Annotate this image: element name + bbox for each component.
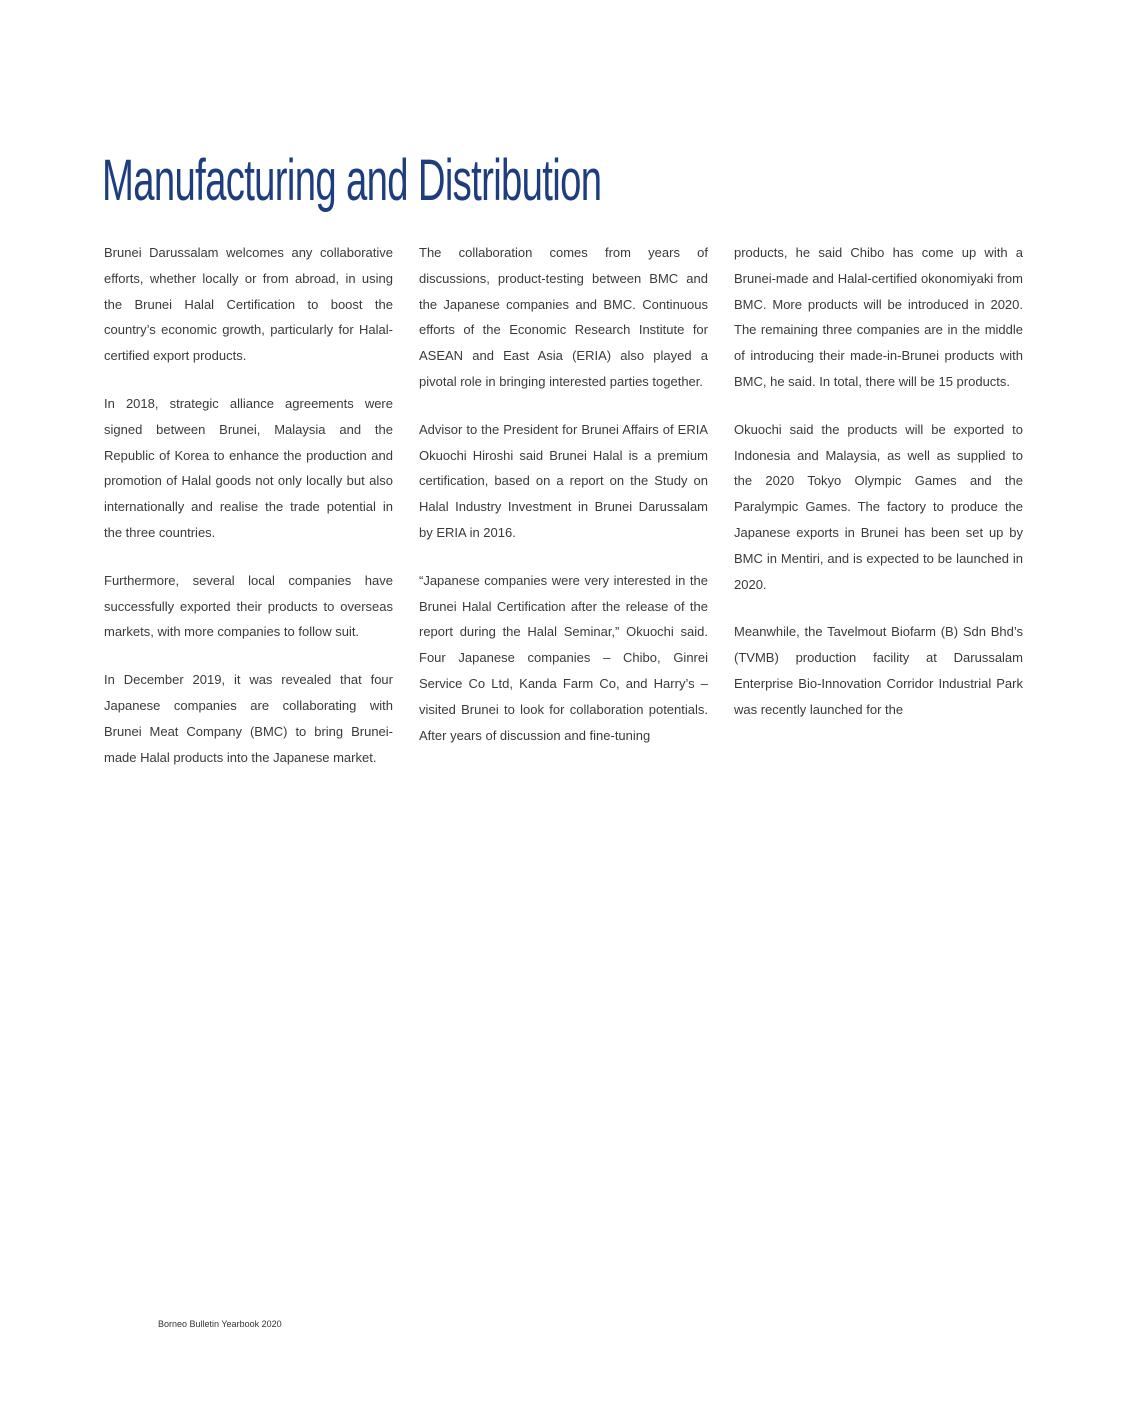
text-column-3 [734, 240, 1023, 723]
page-title: Manufacturing and Distribution [102, 148, 602, 213]
paragraph: Meanwhile, the Tavelmout Biofarm (B) Sdn Bhd’s (TVMB) production facility at Darussalam Enterprise Bio-Innovation Corridor Industrial Park was recently launched for the [734, 624, 1023, 717]
paragraph: In 2018, strategic alliance agreements were signed between Brunei, Malaysia and the Republic of Korea to enhance the production and promotion of Halal goods not only locally but also internationally and realise the trade potential in the three countries. [104, 395, 393, 540]
paragraph: products, he said Chibo has come up with a Brunei-made and Halal-certified okonomiyaki from BMC. More products will be introduced in 2020. The remaining three companies are in the middle of introducing their made-in-Brunei products with BMC, he said. In total, there will be 15 products. [734, 245, 1023, 389]
paragraph: Advisor to the President for Brunei Affairs of ERIA Okuochi Hiroshi said Brunei Halal is a premium certification, based on a report on the Study on Halal Industry Investment in Brunei Darussalam by ERIA in 2016. [419, 421, 708, 540]
paragraph: “Japanese companies were very interested in the Brunei Halal Certification after the release of the report during the Halal Seminar,” Okuochi said. Four Japanese companies – Chibo, Ginrei Service Co Ltd, Kanda Farm Co, and Harry’s – visited Brunei to look for collaboration potentials. After years of discussion and fine-tuning [419, 572, 708, 743]
paragraph: In December 2019, it was revealed that four Japanese companies are collaborating with Brunei Meat Company (BMC) to bring Brunei-made Halal products into the Japanese market. [104, 672, 393, 765]
paragraph: Furthermore, several local companies have successfully exported their products to overseas markets, with more companies to follow suit. [104, 572, 393, 640]
text-column-2 [419, 240, 708, 748]
text-column-1 [104, 240, 393, 770]
paragraph: Okuochi said the products will be exported to Indonesia and Malaysia, as well as supplied to the 2020 Tokyo Olympic Games and the Paralympic Games. The factory to produce the Japanese exports in Brunei has been set up by BMC in Mentiri, and is expected to be launched in 2020. [734, 421, 1023, 592]
paragraph: Brunei Darussalam welcomes any collaborative efforts, whether locally or from abroad, in using the Brunei Halal Certification to boost the country’s economic growth, particularly for Halal-certified export products. [104, 245, 393, 364]
footer-publication-name: Borneo Bulletin Yearbook 2020 [158, 1319, 282, 1329]
paragraph: The collaboration comes from years of discussions, product-testing between BMC and the Japanese companies and BMC. Continuous efforts of the Economic Research Institute for ASEAN and East Asia (ERIA) also played a pivotal role in bringing interested parties together. [419, 245, 708, 389]
